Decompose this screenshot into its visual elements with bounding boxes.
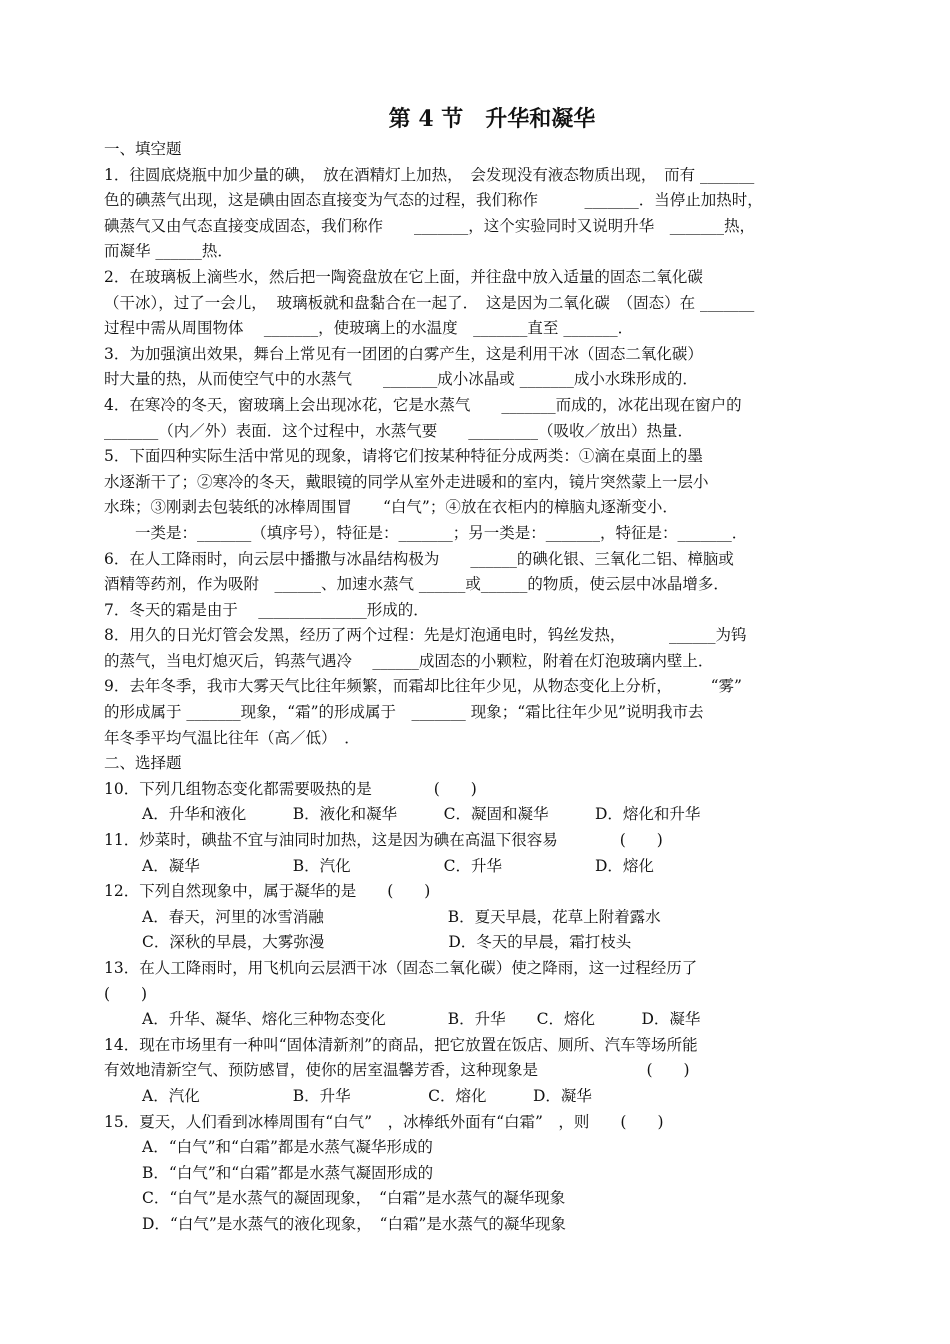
section-heading-multiple-choice: 二、选择题 — [104, 754, 182, 773]
text-line: 2．在玻璃板上滴些水，然后把一陶瓷盘放在它上面，并往盘中放入适量的固态二氧化碳 — [104, 267, 703, 286]
answer-option: C．“白气”是水蒸气的凝固现象， “白霜”是水蒸气的凝华现象 — [142, 1189, 566, 1208]
text-line: 水逐渐干了；②寒冷的冬天，戴眼镜的同学从室外走进暖和的室内，镜片突然蒙上一层小 — [104, 472, 709, 491]
text-line: _______（内／外）表面．这个过程中，水蒸气要 _________（吸收／放出）热量． — [104, 421, 694, 440]
text-line: 6．在人工降雨时，向云层中播撒与冰晶结构极为 ______的碘化银、三氧化二铝、樟脑或 — [104, 549, 734, 568]
answer-options: A．春天，河里的冰雪消融 B．夏天早晨，花草上附着露水 — [142, 907, 661, 926]
answer-options: C．深秋的早晨，大雾弥漫 D．冬天的早晨，霜打枝头 — [142, 933, 632, 952]
text-line: 酒精等药剂，作为吸附 ______、加速水蒸气 ______或______的物质，使云层中冰晶增多． — [104, 575, 729, 594]
text-line: 5．下面四种实际生活中常见的现象，请将它们按某种特征分成两类：①滴在桌面上的墨 — [104, 447, 703, 466]
multiple-choice-questions — [104, 777, 850, 1238]
question-stem: 15．夏天，人们看到冰棒周围有“白气” ，冰棒纸外面有“白霜” ，则 ( ) — [104, 1112, 664, 1131]
answer-option: B．“白气”和“白霜”都是水蒸气凝固形成的 — [142, 1163, 434, 1182]
text-line: 一类是：_______（填序号），特征是：_______；另一类是：_______，特征是：_______． — [104, 523, 748, 542]
text-line: 年冬季平均气温比往年（高／低） ． — [104, 728, 360, 747]
text-line: 水珠；③刚剥去包装纸的冰棒周围冒 “白气”；④放在衣柜内的樟脑丸逐渐变小． — [104, 498, 678, 517]
text-line: 7．冬天的霜是由于 ______________形成的． — [104, 600, 429, 619]
fill-in-questions — [104, 163, 850, 752]
answer-options: A．升华和液化 B．液化和凝华 C．凝固和凝华 D．熔化和升华 — [142, 805, 701, 824]
text-line: 时大量的热，从而使空气中的水蒸气 _______成小冰晶或 _______成小水珠形成的． — [104, 370, 698, 389]
answer-option: D．“白气”是水蒸气的液化现象， “白霜”是水蒸气的凝华现象 — [142, 1214, 566, 1233]
section-heading-fill-in: 一、填空题 — [104, 140, 182, 158]
question-stem: 10．下列几组物态变化都需要吸热的是 ( ) — [104, 779, 477, 798]
text-line: 碘蒸气又由气态直接变成固态，我们称作 _______，这个实验同时又说明升华 _______热， — [104, 216, 756, 235]
text-line: 8．用久的日光灯管会发黑，经历了两个过程：先是灯泡通电时，钨丝发热， ______为钨 — [104, 626, 747, 645]
text-line: 的蒸气，当电灯熄灭后，钨蒸气遇冷 ______成固态的小颗粒，附着在灯泡玻璃内壁上． — [104, 651, 714, 670]
text-line: 9．去年冬季，我市大雾天气比往年频繁，而霜却比往年少见，从物态变化上分析， “雾” — [104, 677, 742, 696]
answer-option: A．“白气”和“白霜”都是水蒸气凝华形成的 — [142, 1138, 433, 1157]
text-line: 的形成属于 _______现象，“霜”的形成属于 _______ 现象；“霜比往年少见”说明我市去 — [104, 703, 704, 722]
question-stem: 13．在人工降雨时，用飞机向云层洒干冰（固态二氧化碳）使之降雨，这一过程经历了 — [104, 959, 698, 977]
text-line: （干冰），过了一会儿， 玻璃板就和盘黏合在一起了． 这是因为二氧化碳 （固态）在 _______ — [104, 293, 755, 312]
question-stem: 12．下列自然现象中，属于凝华的是 ( ) — [104, 882, 431, 901]
question-stem: 11．炒菜时，碘盐不宜与油同时加热，这是因为碘在高温下很容易 ( ) — [104, 831, 663, 850]
text-line: 4．在寒冷的冬天，窗玻璃上会出现冰花，它是水蒸气 _______而成的，冰花出现在窗户的 — [104, 395, 742, 414]
text-line: 1．往圆底烧瓶中加少量的碘， 放在酒精灯上加热， 会发现没有液态物质出现， 而有 _______ — [104, 165, 755, 184]
question-stem-continued: 有效地清新空气、预防感冒，使你的居室温馨芳香，这种现象是 ( ) — [104, 1061, 690, 1080]
answer-options: A．汽化 B．升华 C．熔化 D．凝华 — [142, 1086, 592, 1105]
page-title: 第 4 节 升华和凝华 — [388, 106, 596, 132]
answer-options: A．升华、凝华、熔化三种物态变化 B．升华 C．熔化 D．凝华 — [142, 1010, 701, 1029]
question-stem: 14．现在市场里有一种叫“固体清新剂”的商品，把它放置在饭店、厕所、汽车等场所能 — [104, 1035, 698, 1054]
text-line: 而凝华 ______热． — [104, 242, 233, 261]
answer-options: A．凝华 B．汽化 C．升华 D．熔化 — [142, 856, 654, 875]
text-line: 过程中需从周围物体 _______，使玻璃上的水温度 _______直至 _______． — [104, 319, 634, 338]
text-line: 3．为加强演出效果，舞台上常见有一团团的白雾产生，这是利用干冰（固态二氧化碳） — [104, 344, 703, 363]
question-stem-continued: ( ) — [104, 984, 148, 1003]
text-line: 色的碘蒸气出现，这是碘由固态直接变为气态的过程，我们称作 _______．当停止加热时， — [104, 191, 763, 210]
